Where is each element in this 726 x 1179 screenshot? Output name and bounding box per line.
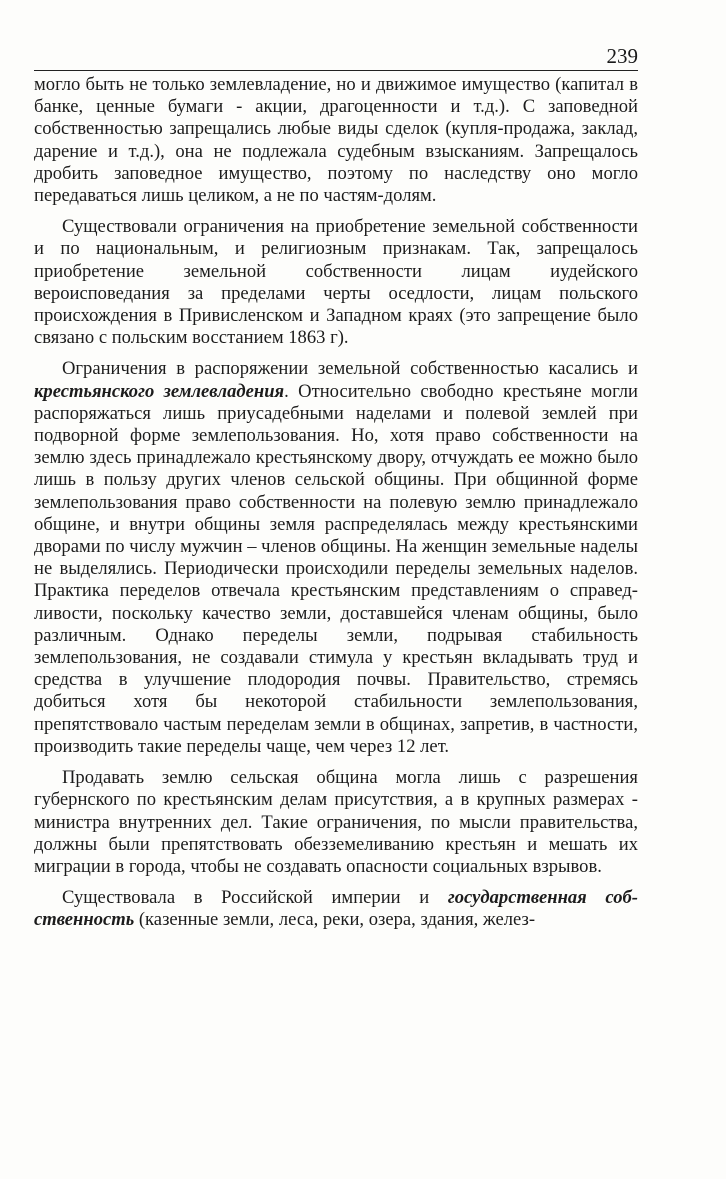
page-header (34, 40, 638, 71)
paragraph-text: Продавать землю сельская община могла лишь с разрешения губернского по крестьянским делам присутствия, а в крупных размерах - министра внутренних дел. Такие ограничения, по мысли правительства, должны были препятствовать обезземеливанию крестьян и мешать их миграции в города, чтобы не создавать опасности социальных взрывов. (34, 767, 638, 877)
paragraph-text: Существовала в Российской империи и (62, 887, 448, 909)
paragraph-text: могло быть не только землевладение, но и движимое имущество (капитал в банке, ценные бумаги - акции, драгоценности и т.д.). С заповедной собственностью запрещались любые виды сделок (купля-продажа, заклад, дарение и т.д.), она не подлежала судебным взысканиям. Запрещалось дробить заповедное имущество, поэтому по наследству оно могло передаваться лишь целиком, а не по частям-долям. (34, 74, 638, 207)
paragraph-text: (казенные земли, леса, реки, озера, здания, желез- (134, 909, 536, 931)
paragraph (34, 767, 638, 878)
paragraph-text: Ограничения в распоряжении земельной собственностью касались и (62, 358, 638, 380)
paragraph (34, 216, 638, 349)
paragraph (34, 887, 638, 931)
paragraph-text: Существовали ограничения на приобретение земельной собственности и по национальным, и религиозным признакам. Так, запрещалось приобретение земельной собственности лицам иудейского вероисповедания за пределами черты оседлости, лицам польского происхождения в Привисленском и Западном краях (это запрещение было связано с польским восстанием 1863 г). (34, 216, 638, 349)
emphasized-term: государственная собственность (34, 887, 638, 931)
emphasized-term: крестьянского землевладения (34, 380, 285, 402)
paragraph-text: . Относительно свободно крестьяне могли распоряжаться лишь приусадебными наделами и полевой землей при подворной форме землепользования. Но, хотя право собственности на землю здесь принадлежало крестьянскому двору, отчуждать ее можно было лишь в пользу других членов сельской общины. При общинной форме землепользования право собственности на полевую землю принадлежало общине, и внутри общины земля распределялась между крестьянскими дворами по числу мужчин – членов общины. На женщин земельные наделы не выделялись. Периодически происходили переделы земельных наделов. Практика переделов отвечала крестьянским представлениям о справедливости, поскольку качество земли, доставшейся членам общины, было различным. Однако переделы земли, подрывая стабильность землепользования, не создавали стимула у крестьян вкладывать труд и средства в улучшение плодородия почвы. Правительство, стремясь добиться хотя бы некоторой стабильности землепользования, препятствовало частым переделам земли в общинах, запретив, в частности, производить такие переделы чаще, чем через 12 лет. (34, 380, 638, 757)
paragraph (34, 358, 638, 758)
page-number: 239 (606, 44, 638, 68)
paragraph (34, 74, 638, 207)
body-text (34, 74, 638, 941)
